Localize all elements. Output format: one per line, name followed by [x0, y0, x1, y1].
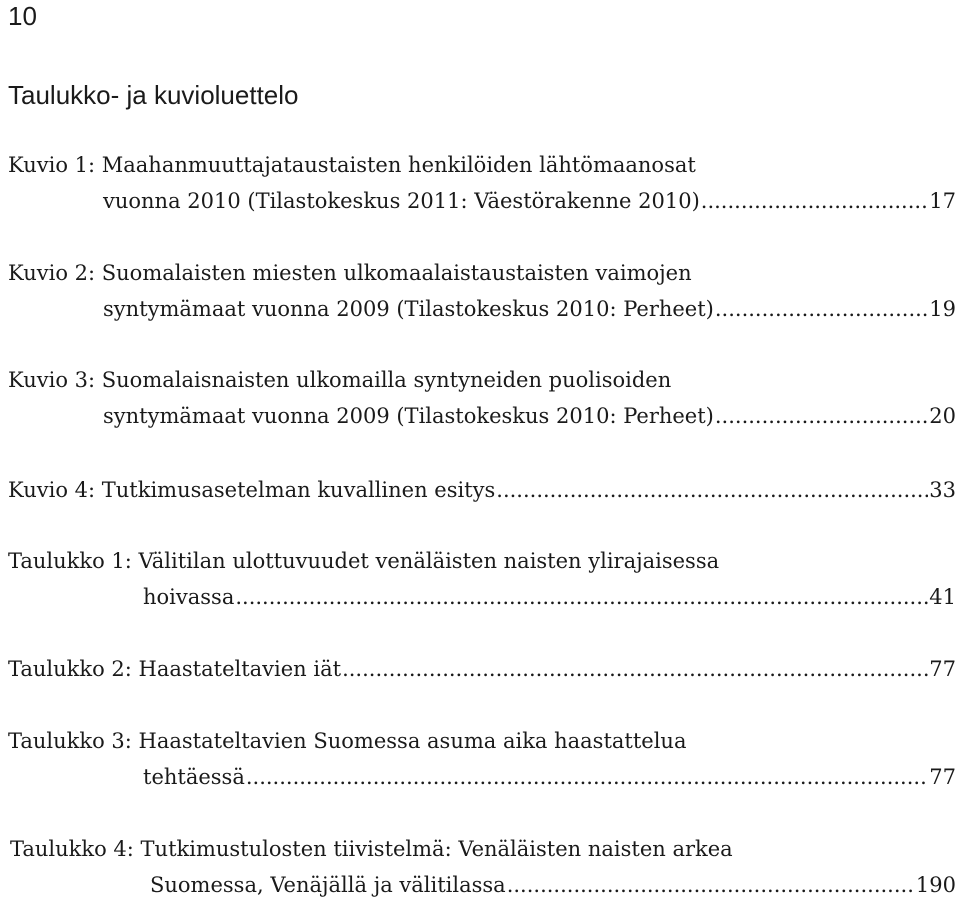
toc-entry-title: Taulukko 4: Tutkimustulosten tiivistelmä: Venäläisten naisten arkea — [10, 837, 733, 861]
dot-leader — [246, 759, 928, 795]
toc-page-number: 19 — [929, 297, 956, 321]
toc-page-number: 20 — [929, 404, 956, 428]
toc-page-number: 77 — [929, 657, 956, 681]
page-title: Taulukko- ja kuvioluettelo — [8, 80, 299, 110]
dot-leader — [235, 579, 928, 615]
toc-entry-continuation — [0, 759, 960, 795]
dot-leader — [507, 867, 915, 903]
dot-leader — [342, 651, 928, 687]
toc-entry-continuation — [0, 398, 960, 434]
toc-entry-title: Taulukko 1: Välitilan ulottuvuudet venäläisten naisten ylirajaisessa — [8, 549, 720, 573]
dot-leader — [496, 472, 928, 508]
toc-entry-title: Kuvio 4: Tutkimusasetelman kuvallinen esitys — [8, 478, 496, 502]
toc-page-number: 41 — [929, 585, 956, 609]
toc-entry-title: Kuvio 1: Maahanmuuttajataustaisten henkilöiden lähtömaanosat — [8, 153, 696, 177]
page-number: 10 — [8, 1, 37, 31]
toc-entry-continuation — [0, 867, 960, 903]
dot-leader — [701, 183, 928, 219]
toc-entry-kuvio-2[interactable] — [0, 255, 960, 327]
toc-page-number: 33 — [929, 478, 956, 502]
toc-page-number: 17 — [929, 189, 956, 213]
toc-entry-title-cont: vuonna 2010 (Tilastokeskus 2011: Väestörakenne 2010) — [103, 189, 700, 213]
toc-entry-line — [0, 651, 960, 687]
toc-entry-title-cont: syntymämaat vuonna 2009 (Tilastokeskus 2010: Perheet) — [103, 404, 714, 428]
toc-entry-title-cont: Suomessa, Venäjällä ja välitilassa — [150, 873, 506, 897]
toc-entry-title: Kuvio 2: Suomalaisten miesten ulkomaalaistaustaisten vaimojen — [8, 261, 692, 285]
toc-entry-title-cont: tehtäessä — [143, 765, 245, 789]
toc-entry-kuvio-1[interactable] — [0, 147, 960, 219]
toc-entry-title: Taulukko 2: Haastateltavien iät — [8, 657, 342, 681]
toc-page-number: 77 — [929, 765, 956, 789]
toc-entry-taulukko-4[interactable] — [0, 831, 960, 903]
toc-entry-taulukko-1[interactable] — [0, 543, 960, 615]
dot-leader — [715, 291, 928, 327]
toc-entry-continuation — [0, 183, 960, 219]
toc-entry-title-cont: hoivassa — [143, 585, 235, 609]
toc-entry-continuation — [0, 291, 960, 327]
toc-page-number: 190 — [915, 873, 956, 897]
dot-leader — [715, 398, 928, 434]
toc-entry-taulukko-3[interactable] — [0, 723, 960, 795]
toc-entry-line — [0, 472, 960, 508]
toc-entry-kuvio-4[interactable] — [0, 472, 960, 508]
toc-entry-title: Taulukko 3: Haastateltavien Suomessa asuma aika haastattelua — [8, 729, 687, 753]
toc-entry-taulukko-2[interactable] — [0, 651, 960, 687]
toc-entry-kuvio-3[interactable] — [0, 362, 960, 434]
toc-entry-title-cont: syntymämaat vuonna 2009 (Tilastokeskus 2010: Perheet) — [103, 297, 714, 321]
toc-entry-title: Kuvio 3: Suomalaisnaisten ulkomailla syntyneiden puolisoiden — [8, 368, 672, 392]
toc-entry-continuation — [0, 579, 960, 615]
